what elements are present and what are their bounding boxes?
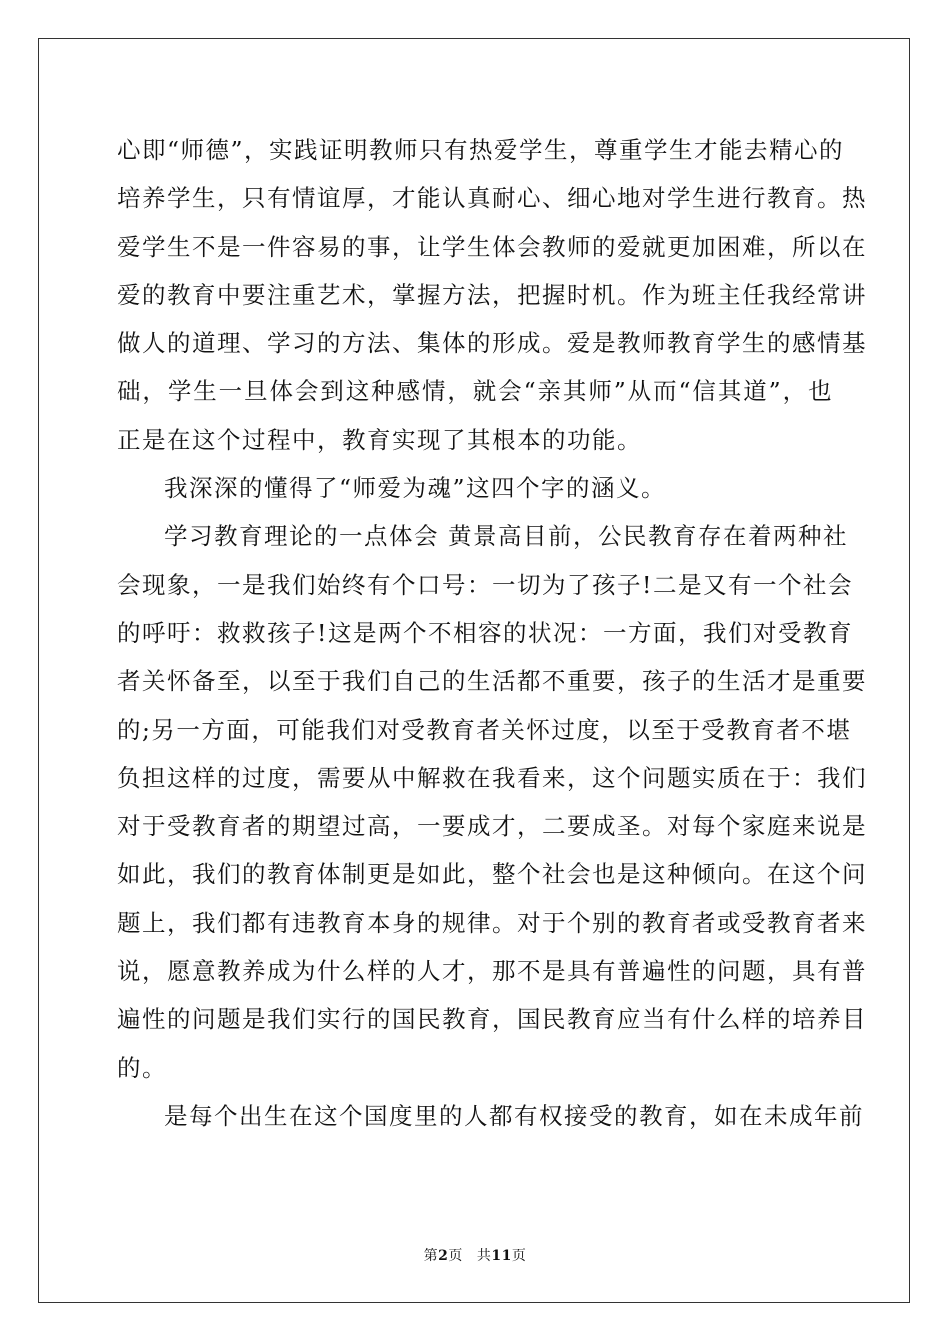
text-line: 培养学生，只有情谊厚，才能认真耐心、细心地对学生进行教育。热 [117,184,867,213]
text-line: 的。 [117,1053,167,1082]
text-line: 说，愿意教养成为什么样的人才，那不是具有普遍性的问题，具有普 [117,957,867,986]
text-line: 是每个出生在这个国度里的人都有权接受的教育，如在未成年前 [164,1101,864,1130]
text-line: 的呼吁：救救孩子!这是两个不相容的状况：一方面，我们对受教育 [117,618,853,647]
text-line: 的;另一方面，可能我们对受教育者关怀过度，以至于受教育者不堪 [117,715,852,744]
text-line: 心即“师德”，实践证明教师只有热爱学生，尊重学生才能去精心的 [117,136,845,164]
text-line: 题上，我们都有违教育本身的规律。对于个别的教育者或受教育者来 [117,908,867,937]
total-suffix: 页 [511,1248,527,1264]
text-line: 会现象，一是我们始终有个口号：一切为了孩子!二是又有一个社会 [117,570,853,599]
text-line: 负担这样的过度，需要从中解救在我看来，这个问题实质在于：我们 [117,763,867,792]
page-prefix: 第 [423,1248,439,1264]
text-line: 做人的道理、学习的方法、集体的形成。爱是教师教育学生的感情基 [117,329,867,358]
page-footer [0,1245,950,1265]
text-line: 我深深的懂得了“师爱为魂”这四个字的涵义。 [164,474,667,503]
text-line: 如此，我们的教育体制更是如此，整个社会也是这种倾向。在这个问 [117,860,867,889]
page-number: 2 [438,1248,449,1264]
text-line: 爱的教育中要注重艺术，掌握方法，把握时机。作为班主任我经常讲 [117,280,867,309]
text-line: 学习教育理论的一点体会 黄景高目前，公民教育存在着两种社 [164,522,848,551]
text-line: 对于受教育者的期望过高，一要成才，二要成圣。对每个家庭来说是 [117,812,867,841]
total-prefix: 共 [476,1248,492,1264]
text-line: 遍性的问题是我们实行的国民教育，国民教育应当有什么样的培养目 [117,1005,867,1034]
total-pages: 11 [491,1248,512,1264]
text-line: 爱学生不是一件容易的事，让学生体会教师的爱就更加困难，所以在 [117,232,867,261]
text-line: 础，学生一旦体会到这种感情，就会“亲其师”从而“信其道”，也 [117,377,833,406]
document-body [117,126,867,1140]
page-suffix: 页 [448,1248,463,1264]
text-line: 正是在这个过程中，教育实现了其根本的功能。 [117,425,642,454]
text-line: 者关怀备至，以至于我们自己的生活都不重要，孩子的生活才是重要 [117,667,867,696]
